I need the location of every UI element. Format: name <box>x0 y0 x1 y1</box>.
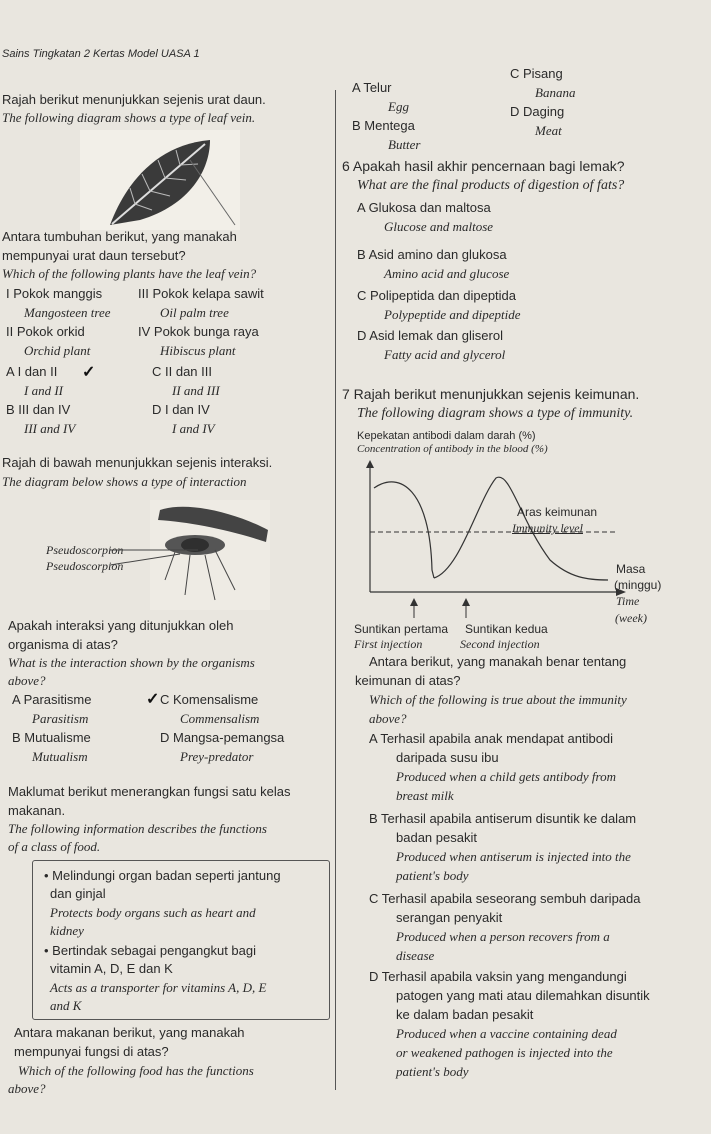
q7-option-b-l2: badan pesakit <box>396 830 477 845</box>
graph-ylabel-ms: Kepekatan antibodi dalam darah (%) <box>357 430 536 442</box>
first-response-curve <box>374 482 434 578</box>
interaction-option-b-en: Mutualism <box>32 749 88 764</box>
interaction-ask-ms-1: Apakah interaksi yang ditunjukkan oleh <box>8 618 234 633</box>
bullet-1-ms: • Melindungi organ badan seperti jantung <box>44 868 281 883</box>
interaction-option-a[interactable]: A Parasitisme <box>12 692 92 707</box>
q7-option-d-en-3: patient's body <box>396 1064 469 1079</box>
leaf-option-a-en: I and II <box>24 383 63 398</box>
fungsi-ask-ms-2: mempunyai fungsi di atas? <box>14 1044 169 1059</box>
q6-option-a[interactable]: A Glukosa dan maltosa <box>357 200 491 215</box>
q7-ask-ms-1: Antara berikut, yang manakah benar tentang <box>369 654 627 669</box>
q7-option-b[interactable]: B Terhasil apabila antiserum disuntik ke dalam <box>369 811 637 826</box>
checkmark-icon: ✓ <box>82 364 96 381</box>
q7-option-d-l3: ke dalam badan pesakit <box>396 1007 534 1022</box>
interaction-ask-ms-2: organisma di atas? <box>8 637 118 652</box>
fungsi-ask-en-1: Which of the following food has the functions <box>18 1063 254 1078</box>
bullet-1-ms-2: dan ginjal <box>50 886 106 901</box>
leaf-item-3-ms: III Pokok kelapa sawit <box>138 286 264 301</box>
first-injection-ms: Suntikan pertama <box>354 622 449 636</box>
q7-option-c-l2: serangan penyakit <box>396 910 503 925</box>
interaction-option-c-en: Commensalism <box>180 711 260 726</box>
leaf-option-c[interactable]: C II dan III <box>152 364 212 379</box>
interaction-option-a-en: Parasitism <box>32 711 89 726</box>
bullet-1-en: Protects body organs such as heart and <box>50 905 256 920</box>
pseudoscorpion-label-1: Pseudoscorpion <box>46 543 124 557</box>
q7-option-b-en-1: Produced when antiserum is injected into the <box>396 849 631 864</box>
x-label-ms-2: (minggu) <box>614 578 662 592</box>
immunity-level-ms: Aras keimunan <box>517 505 598 519</box>
first-injection-arrow <box>410 598 418 606</box>
second-injection-ms: Suntikan kedua <box>465 622 548 636</box>
fungsi-ask-ms-1: Antara makanan berikut, yang manakah <box>14 1025 245 1040</box>
fungsi-ask-en-2: above? <box>8 1081 46 1096</box>
label-pointer-lines <box>110 548 200 568</box>
leaf-question-stem-en: The following diagram shows a type of leaf vein. <box>2 110 256 125</box>
bullet-1-en-2: kidney <box>50 923 84 938</box>
leaf-item-2-en: Orchid plant <box>24 343 91 358</box>
q7-ask-en-1: Which of the following is true about the immunity <box>369 692 627 707</box>
q6-option-b-en: Amino acid and glucose <box>384 266 510 281</box>
interaction-option-c[interactable]: C Komensalisme <box>160 692 259 707</box>
second-injection-en: Second injection <box>460 637 540 651</box>
leaf-ask-en: Which of the following plants have the leaf vein? <box>2 266 257 281</box>
leaf-ask-ms-1: Antara tumbuhan berikut, yang manakah <box>2 229 237 244</box>
immunity-graph <box>360 460 630 620</box>
leaf-option-d-en: I and IV <box>172 421 215 436</box>
y-axis-arrow <box>366 460 374 468</box>
q7-option-c-en-2: disease <box>396 948 435 963</box>
interaction-option-d[interactable]: D Mangsa-pemangsa <box>160 730 285 745</box>
q5-option-c[interactable]: C Pisang <box>510 66 563 81</box>
column-divider <box>335 90 336 1090</box>
q6-stem-en: What are the final products of digestion of fats? <box>357 178 625 193</box>
q7-option-c-en-1: Produced when a person recovers from a <box>396 929 610 944</box>
q5-option-b[interactable]: B Mentega <box>352 118 415 133</box>
fungsi-stem-en-1: The following information describes the functions <box>8 821 267 836</box>
q7-option-d-en-2: or weakened pathogen is injected into the <box>396 1045 613 1060</box>
interaction-option-d-en: Prey-predator <box>180 749 254 764</box>
bullet-2-en: Acts as a transporter for vitamins A, D, E <box>50 980 267 995</box>
q7-option-a-l2: daripada susu ibu <box>396 750 499 765</box>
q6-option-d[interactable]: D Asid lemak dan gliserol <box>357 328 503 343</box>
leaf-item-1-en: Mangosteen tree <box>24 305 111 320</box>
fungsi-stem-ms: Maklumat berikut menerangkan fungsi satu kelas <box>8 784 291 799</box>
q7-option-b-en-2: patient's body <box>396 868 469 883</box>
q6-option-c-en: Polypeptide and dipeptide <box>384 307 521 322</box>
q7-option-a-en-2: breast milk <box>396 788 454 803</box>
pseudoscorpion-label-2: Pseudoscorpion <box>46 559 124 573</box>
interaction-option-b[interactable]: B Mutualisme <box>12 730 91 745</box>
q5-option-a-en: Egg <box>388 99 409 114</box>
q7-option-c[interactable]: C Terhasil apabila seseorang sembuh daripada <box>369 891 641 906</box>
interaction-stem-en: The diagram below shows a type of interaction <box>2 474 247 489</box>
leaf-option-c-en: II and III <box>172 383 220 398</box>
q5-option-d-en: Meat <box>535 123 562 138</box>
leaf-item-3-en: Oil palm tree <box>160 305 229 320</box>
first-injection-en: First injection <box>354 637 423 651</box>
q5-option-a[interactable]: A Telur <box>352 80 392 95</box>
q5-option-c-en: Banana <box>535 85 576 100</box>
leaf-item-4-en: Hibiscus plant <box>160 343 236 358</box>
q7-option-d-en-1: Produced when a vaccine containing dead <box>396 1026 617 1041</box>
leaf-vein-diagram <box>80 130 240 230</box>
fungsi-info-box <box>32 860 330 1020</box>
fungsi-stem-en-2: of a class of food. <box>8 839 101 854</box>
leaf-item-2-ms: II Pokok orkid <box>6 324 85 339</box>
interaction-ask-en-2: above? <box>8 673 46 688</box>
q7-ask-ms-2: keimunan di atas? <box>355 673 461 688</box>
q6-option-c[interactable]: C Polipeptida dan dipeptida <box>357 288 517 303</box>
q6-option-b[interactable]: B Asid amino dan glukosa <box>357 247 507 262</box>
q6-option-d-en: Fatty acid and glycerol <box>384 347 506 362</box>
bullet-2-en-2: and K <box>50 998 82 1013</box>
x-label-en-2: (week) <box>615 611 647 625</box>
immunity-level-en: Immunity level <box>512 521 583 535</box>
leaf-question-stem-ms: Rajah berikut menunjukkan sejenis urat daun. <box>2 92 266 107</box>
interaction-stem-ms: Rajah di bawah menunjukkan sejenis interaksi. <box>2 455 273 470</box>
graph-ylabel-en: Concentration of antibody in the blood (%) <box>357 443 548 455</box>
interaction-ask-en-1: What is the interaction shown by the organisms <box>8 655 255 670</box>
leaf-ask-ms-2: mempunyai urat daun tersebut? <box>2 248 186 263</box>
checkmark-icon: ✓ <box>146 691 160 708</box>
q7-option-a[interactable]: A Terhasil apabila anak mendapat antibodi <box>369 731 614 746</box>
q5-option-b-en: Butter <box>388 137 421 152</box>
q7-option-d-l2: patogen yang mati atau dilemahkan disuntik <box>396 988 650 1003</box>
q7-ask-en-2: above? <box>369 711 407 726</box>
leaf-item-4-ms: IV Pokok bunga raya <box>138 324 259 339</box>
leaf-option-b[interactable]: B III dan IV <box>6 402 71 417</box>
q6-stem-ms: 6 Apakah hasil akhir pencernaan bagi lemak? <box>342 158 625 174</box>
q7-stem-ms: 7 Rajah berikut menunjukkan sejenis keimunan. <box>342 386 640 402</box>
second-injection-arrow <box>462 598 470 606</box>
q7-option-a-en-1: Produced when a child gets antibody from <box>396 769 617 784</box>
leaf-option-d[interactable]: D I dan IV <box>152 402 210 417</box>
leaf-item-1-ms: I Pokok manggis <box>6 286 103 301</box>
q6-option-a-en: Glucose and maltose <box>384 219 494 234</box>
bullet-2-ms-2: vitamin A, D, E dan K <box>50 961 173 976</box>
leaf-option-b-en: III and IV <box>24 421 76 436</box>
q5-option-d[interactable]: D Daging <box>510 104 565 119</box>
x-label-ms: Masa <box>616 562 646 576</box>
fungsi-stem-ms-2: makanan. <box>8 803 66 818</box>
page-header: Sains Tingkatan 2 Kertas Model UASA 1 <box>2 48 200 60</box>
q7-option-d[interactable]: D Terhasil apabila vaksin yang mengandungi <box>369 969 627 984</box>
leaf-option-a[interactable]: A I dan II <box>6 364 58 379</box>
q7-stem-en: The following diagram shows a type of immunity. <box>357 406 634 421</box>
x-label-en: Time <box>616 594 640 608</box>
bullet-2-ms: • Bertindak sebagai pengangkut bagi <box>44 943 256 958</box>
